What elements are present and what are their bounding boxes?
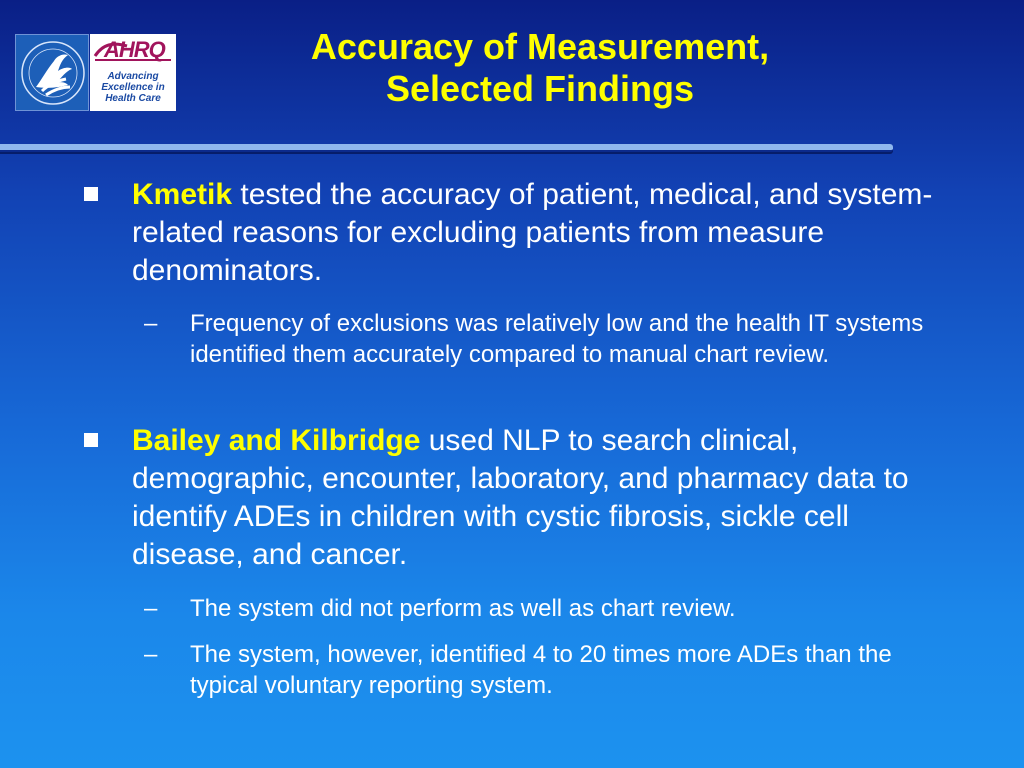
logo-block (15, 34, 176, 111)
slide-title (230, 26, 850, 110)
hhs-seal-logo (15, 34, 89, 111)
sub-bullet-item: The system, however, identified 4 to 20 times more ADEs than the typical voluntary reporting system. (190, 641, 892, 699)
ahrq-logo (90, 34, 176, 111)
sub-bullet-dash-icon: – (144, 595, 158, 622)
hhs-eagle-icon (16, 35, 89, 111)
bullet-highlight: Bailey and Kilbridge (132, 424, 421, 457)
bullet-square-icon (84, 187, 98, 201)
ahrq-tagline (94, 71, 172, 104)
bullet-highlight: Kmetik (132, 178, 233, 211)
title-divider (0, 144, 893, 152)
bullet-item-bailey-kilbridge (132, 422, 962, 574)
bullet-text: tested the accuracy of patient, medical, and system-related reasons for excluding patients from measure denominators. (132, 178, 933, 287)
bullet-square-icon (84, 433, 98, 447)
sub-bullet-dash-icon: – (144, 641, 158, 668)
sub-bullet-item: Frequency of exclusions was relatively low and the health IT systems identified them accurately compared to manual chart review. (190, 310, 924, 368)
bullet-item-kmetik (132, 176, 962, 290)
ahrq-tagline-line: Advancing (107, 71, 159, 82)
sub-bullet-dash-icon: – (144, 310, 158, 337)
slide-title-line-2: Selected Findings (385, 68, 695, 109)
bullet-text: used NLP to search clinical, demographic, encounter, laboratory, and pharmacy data to identify ADEs in children with cystic fibrosis, sickle cell disease, and cancer. (132, 424, 909, 571)
slide-title-line-1: Accuracy of Measurement, (310, 26, 770, 67)
ahrq-tagline-line: Health Care (105, 93, 161, 104)
sub-bullet-item: The system did not perform as well as chart review. (190, 595, 736, 622)
ahrq-tagline-line: Excellence in (101, 82, 165, 93)
ahrq-wordmark: AHRQ (104, 37, 165, 62)
